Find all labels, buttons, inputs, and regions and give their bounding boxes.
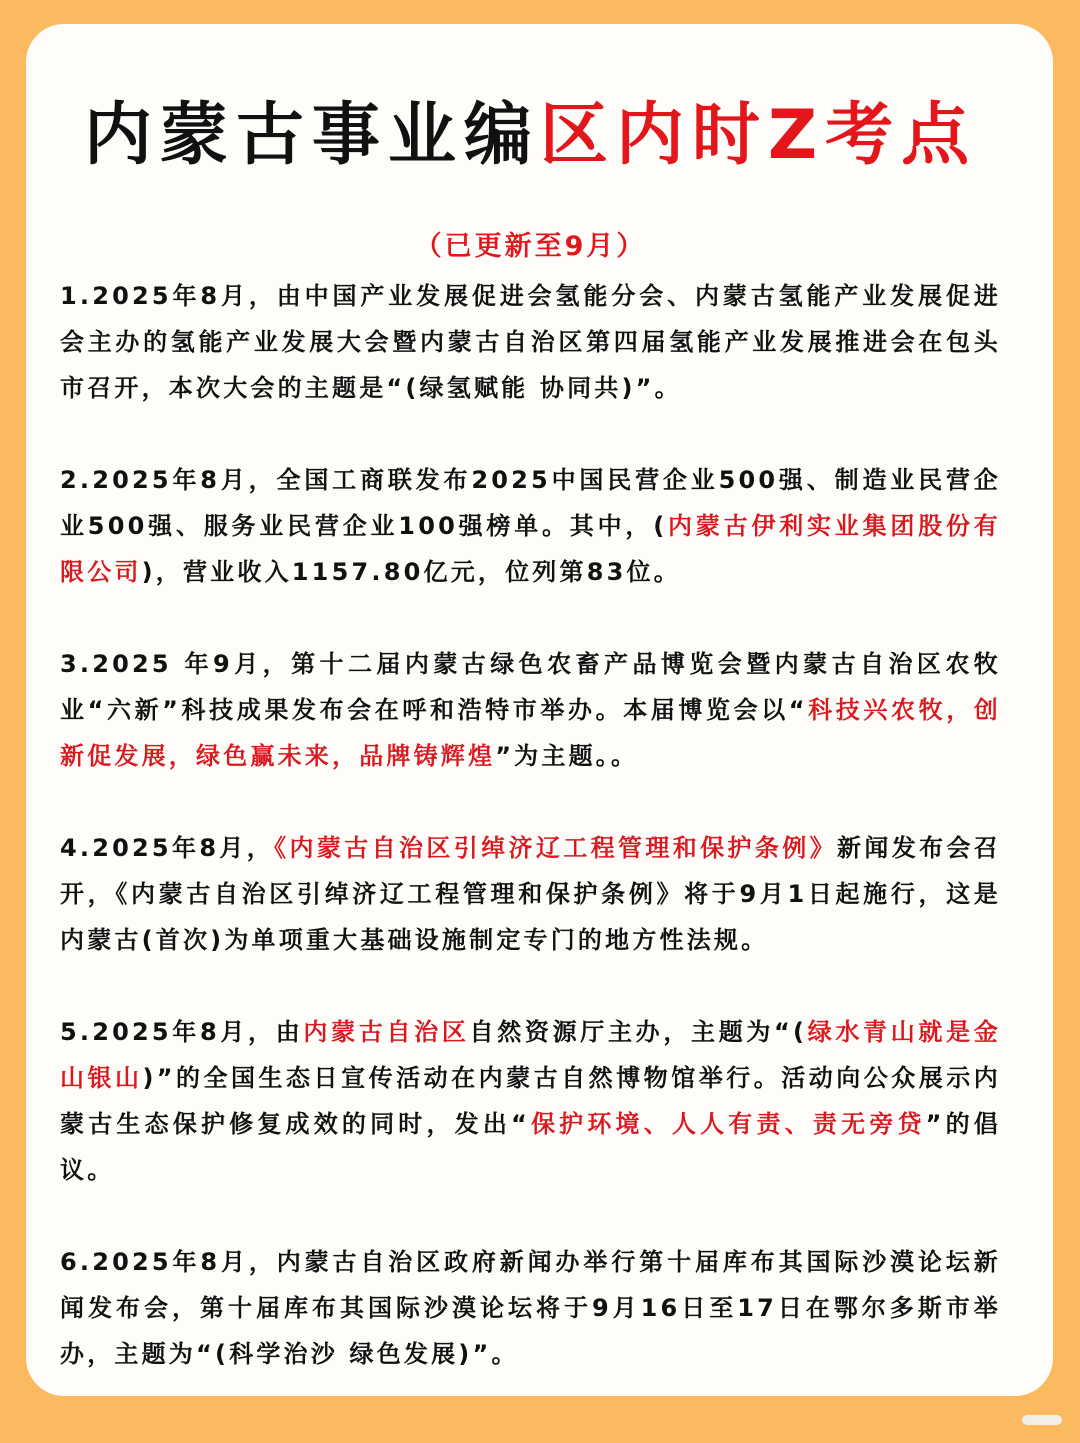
news-item-3-text-a: 3.2025 年9月，第十二届内蒙古绿色农畜产品博览会暨内蒙古自治区农牧业“六新”科技成果发布会在呼和浩特市举办。本届博览会以“ bbox=[60, 650, 1001, 724]
news-item-5-highlight-c: 保护环境、人人有责、责无旁贷 bbox=[530, 1110, 926, 1138]
content-card bbox=[26, 24, 1053, 1396]
news-item-5-highlight-a: 内蒙古自治区 bbox=[303, 1018, 470, 1046]
news-item-2 bbox=[60, 457, 1001, 595]
news-item-5-text-a: 5.2025年8月，由 bbox=[60, 1018, 304, 1046]
news-item-4-text-a: 4.2025年8月， bbox=[60, 834, 275, 862]
page-title bbox=[60, 86, 1001, 186]
news-item-1-text: 1.2025年8月，由中国产业发展促进会氢能分会、内蒙古氢能产业发展促进会主办的氢能产业发展大会暨内蒙古自治区第四届氢能产业发展推进会在包头市召开，本次大会的主题是“(绿氢赋能 协同共)”。 bbox=[60, 282, 1001, 402]
news-item-5-text-d: ”的倡议。 bbox=[60, 1110, 1001, 1184]
news-item-1 bbox=[60, 273, 1001, 411]
news-item-3 bbox=[60, 641, 1001, 779]
news-item-3-highlight: 科技兴农牧，创新促发展，绿色赢未来，品牌铸辉煌 bbox=[60, 696, 1001, 770]
news-item-4 bbox=[60, 825, 1001, 963]
news-item-5-text-b: 自然资源厅主办，主题为“( bbox=[469, 1018, 808, 1046]
title-red-part: 区内时Z考点 bbox=[539, 96, 978, 175]
watermark-mark bbox=[1022, 1415, 1062, 1425]
update-subtitle: （已更新至9月） bbox=[414, 231, 647, 262]
news-item-2-text-b: )，营业收入1157.80亿元，位列第83位。 bbox=[141, 558, 681, 586]
title-black-part: 内蒙古事业编 bbox=[83, 96, 540, 175]
news-item-4-text-b: 新闻发布会召开，《内蒙古自治区引绰济辽工程管理和保护条例》将于9月1日起施行，这是内蒙古(首次)为单项重大基础设施制定专门的地方性法规。 bbox=[60, 834, 1002, 954]
news-item-2-highlight: 内蒙古伊利实业集团股份有限公司 bbox=[60, 512, 1001, 586]
news-item-5-highlight-b: 绿水青山就是金山银山 bbox=[60, 1018, 1001, 1092]
news-item-4-highlight: 《内蒙古自治区引绰济辽工程管理和保护条例》 bbox=[274, 834, 837, 862]
news-item-5 bbox=[60, 1009, 1001, 1193]
news-item-2-text-a: 2.2025年8月，全国工商联发布2025中国民营企业500强、制造业民营企业500强、服务业民营企业100强榜单。其中，( bbox=[60, 466, 1001, 540]
news-item-6-text: 6.2025年8月，内蒙古自治区政府新闻办举行第十届库布其国际沙漠论坛新闻发布会，第十届库布其国际沙漠论坛将于9月16日至17日在鄂尔多斯市举办，主题为“(科学治沙 绿色发展)”。 bbox=[60, 1248, 1001, 1368]
news-item-5-text-c: )”的全国生态日宣传活动在内蒙古自然博物馆举行。活动向公众展示内蒙古生态保护修复成效的同时，发出“ bbox=[60, 1064, 1002, 1138]
news-item-3-text-b: ”为主题。。 bbox=[495, 742, 639, 770]
news-item-6 bbox=[60, 1239, 1001, 1377]
